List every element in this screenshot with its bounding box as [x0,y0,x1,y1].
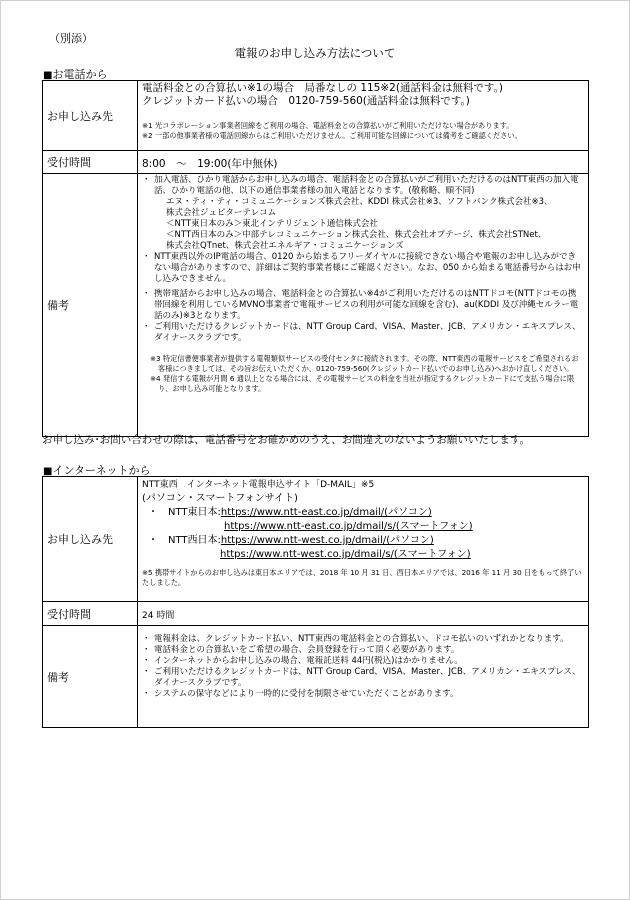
phone-apply-line-1: 電話料金との合算払い※1の場合 局番なしの 115※2(通話料金は無料です。) [142,82,503,94]
east-pc-link[interactable]: https://www.ntt-east.co.jp/dmail/(パソコン) [220,507,432,518]
west-sp-row [142,548,584,562]
phone-hours-label: 受付時間 [43,151,138,174]
footnote-3: ※3 特定信書便事業者が提供する電報類似サービスの受付センタに接続されます。その際、NTT東西の電報サービスをご希望されるお客様につきましては、その旨お伝えいただくか、0120-759-560(クレジットカード払いでのお申し込み)へおかけ直しください。 [150,354,579,373]
internet-hours-value: 24 時間 [138,602,589,626]
footnote-4: ※4 発信する電報が月間 6 通以上となる場合には、その電報サービスの料金を当社が指定するクレジットカードにて支払う場合に限り、お申し込み可能となります。 [150,374,575,393]
internet-apply-label: お申し込み先 [43,477,138,602]
phone-bullet-3: ・ 携帯電話からお申し込みの場合、電話料金との合算払い※4がご利用いただけるのはNTTドコモ(NTTドコモの携帯回線を利用しているMVNO事業者で電報サービスの利用が可能な回線を含む)、au(KDDI 及び沖縄セルラー電話のみ)※3となります。 [142,289,579,321]
phone-apply-label: お申し込み先 [43,81,138,151]
phone-hours-value: 8:00 ～ 19:00(年中無休) [138,151,589,174]
west-sp-link[interactable]: https://www.ntt-west.co.jp/dmail/s/(スマートフォン) [220,549,471,560]
phone-apply-cell [138,81,589,151]
carrier-line-1: エヌ・ティ・ティ・コミュニケーションズ株式会社、KDDI 株式会社※3、ソフトバンク株式会社※3、 [166,197,553,207]
annex-label: （別添） [49,32,93,45]
phone-note-2: ※2 一部の他事業者様の電話回線からはご利用いただけません。ご利用可能な回線については備考をご確認ください。 [142,131,522,140]
confirm-message: お申し込み･お問い合わせの際は、電話番号をお確かめのうえ、お間違えのないようお願いいたします。 [42,434,531,446]
footnote-5: ※5 携帯サイトからのお申し込みは東日本エリアでは、2018 年 10 月 31 日、西日本エリアでは、2016 年 11 月 30 日をもって終了いたしました。 [142,568,582,587]
phone-notes-label: 備考 [43,174,138,437]
page-title: 電報のお申し込み方法について [234,46,396,60]
phone-bullet-1: ・ 加入電話、ひかり電話からお申し込みの場合、電話料金との合算払いがご利用いただけるのはNTT東西の加入電話、ひかり電話の他、以下の通信事業者様の加入電話となります。(敬称略、順不同) [142,175,579,196]
internet-notes-cell [138,626,589,728]
internet-bullet-1: ・ 電報料金は、クレジットカード払い、NTT東西の電話料金との合算払い、ドコモ払いのいずれかとなります。 [142,634,569,644]
carrier-line-3: ＜NTT東日本のみ＞東北インテリジェント通信株式会社 [166,219,378,229]
internet-section-heading: ■インターネットから [43,464,151,477]
phone-table [42,80,589,437]
east-link-row: ・ NTT東日本:https://www.ntt-east.co.jp/dmail/(パソコン) [148,507,432,518]
internet-bullet-3: ・ インターネットからお申し込みの場合、電報託送料 44円(税込)はかかりません。 [142,656,463,666]
internet-table [42,476,589,728]
phone-section-heading: ■お電話から [43,68,108,81]
internet-apply-cell [138,477,589,602]
west-pc-link[interactable]: https://www.ntt-west.co.jp/dmail/(パソコン) [220,535,434,546]
carrier-line-5: 株式会社QTnet、株式会社エネルギア・コミュニケーションズ [166,241,404,251]
square-bullet-icon: ■ [43,466,53,477]
internet-hours-label: 受付時間 [43,602,138,626]
internet-bullet-2: ・ 電話料金との合算払いをご希望の場合、会員登録を行って頂く必要があります。 [142,645,460,655]
square-bullet-icon: ■ [43,70,53,81]
dmail-site-sub: (パソコン・スマートフォンサイト) [142,493,298,504]
internet-notes-label: 備考 [43,626,138,728]
internet-bullet-5: ・ システムの保守などにより一時的に受付を制限させていただくことがあります。 [142,689,459,699]
phone-bullet-2: ・ NTT東西以外のIP電話の場合、0120 から始まるフリーダイヤルに接続できない場合や電報のお申し込みができない場合がありますので、詳細はご契約事業者様にご確認ください。なお、050 から始まる電話番号からはお申し込みできません。 [142,252,581,284]
dmail-site-title: NTT東西 インターネット電報申込サイト「D-MAIL」※5 [142,480,375,490]
internet-bullet-4: ・ ご利用いただけるクレジットカードは、NTT Group Card、VISA、Master、JCB、アメリカン・エキスプレス、ダイナースクラブです。 [142,667,581,688]
phone-notes-cell [138,174,589,437]
carrier-line-2: 株式会社ジュピターテレコム [166,208,277,218]
east-sp-link[interactable]: https://www.ntt-east.co.jp/dmail/s/(スマートフォン) [224,521,473,532]
phone-note-1: ※1 光コラボレーション事業者回線をご利用の場合、電話料金との合算払いがご利用いただけない場合があります。 [142,121,514,130]
carrier-line-4: ＜NTT西日本のみ＞中部テレコミュニケーション株式会社、株式会社オプテージ、株式会社STNet、 [166,230,547,240]
west-link-row: ・ NTT西日本:https://www.ntt-west.co.jp/dmail/(パソコン) [148,535,434,546]
phone-bullet-4: ・ ご利用いただけるクレジットカードは、NTT Group Card、VISA、Master、JCB、アメリカン・エキスプレス、ダイナースクラブです。 [142,322,581,343]
east-sp-row [142,520,584,534]
phone-apply-line-2: クレジットカード払いの場合 0120-759-560(通話料金は無料です。) [142,95,470,107]
